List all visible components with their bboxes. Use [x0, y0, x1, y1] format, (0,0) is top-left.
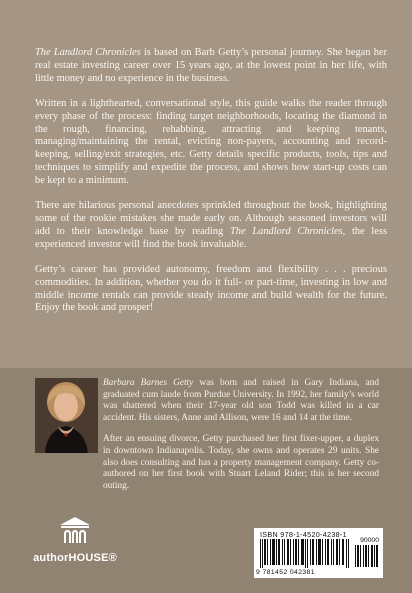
publisher-logo [30, 515, 120, 575]
author-name: Barbara Barnes Getty [103, 378, 194, 388]
bio-paragraph-1: Barbara Barnes Getty was born and raised in Gary Indiana, and graduated cum laude from Purdue University. In 1992, her family’s world was shattered when their 17-year old son Todd was killed in a car accident. His sisters, Anne and Allison, were 16 and 14 at the time. [103, 378, 379, 423]
description-paragraph-1: The Landlord Chronicles is based on Barb Getty’s personal journey. She began her real estate investing career over 15 years ago, at the lowest point in her life, with little money and no experience in the business. [35, 47, 388, 84]
book-title: The Landlord Chronicles [35, 47, 141, 58]
publisher-name: authorHOUSE® [33, 552, 117, 564]
description-paragraph-3: There are hilarious personal anecdotes sprinkled throughout the book, highlighting some of the rookie mistakes she made early on. Although seasoned investors will add to their knowledge base by reading The Landlord Chronicles, the less experienced investor will find the book invaluable. [35, 200, 387, 250]
book-description [35, 47, 387, 327]
author-bio [103, 378, 379, 502]
description-paragraph-4: Getty’s career has provided autonomy, freedom and flexibility . . . precious commodities. In addition, whether you do it full- or part-time, investing in low and middle income rentals can provide steady income and build wealth for the future. Enjoy the book and prosper! [35, 263, 387, 314]
description-paragraph-2: Written in a lighthearted, conversational style, this guide walks the reader through every phase of the process: finding target neighborhoods, locating the diamond in the rough, financing, rehabbing, attracting and keeping tenants, managing/maintaining the rental, evicting non-payers, accounting and record-keeping, selling/exit strategies, etc. Getty details specific products, tools, tips and techniques to simplify and expedite the process, and shows how start-up costs can be kept to a minimum. [35, 97, 387, 187]
isbn-text: ISBN 978-1-4520-4238-1 [260, 530, 347, 539]
author-photo [35, 378, 98, 453]
book-title: The Landlord Chronicles [230, 225, 343, 237]
addon-bars [355, 545, 379, 571]
bio-paragraph-2: After an ensuing divorce, Getty purchased her first fixer-upper, a duplex in downtown Indianapolis. Today, she owns and operates 29 units. She also does consulting and has a property management company. Getty co-authored on her first book with Stuart Leland Rider; this is her second outing. [103, 434, 379, 491]
house-arches-icon [58, 532, 92, 549]
price-code: 90000 [360, 537, 379, 544]
barcode-bars [260, 539, 352, 568]
ean-digits: 9 781452 042381 [256, 569, 315, 576]
barcode [254, 528, 383, 578]
